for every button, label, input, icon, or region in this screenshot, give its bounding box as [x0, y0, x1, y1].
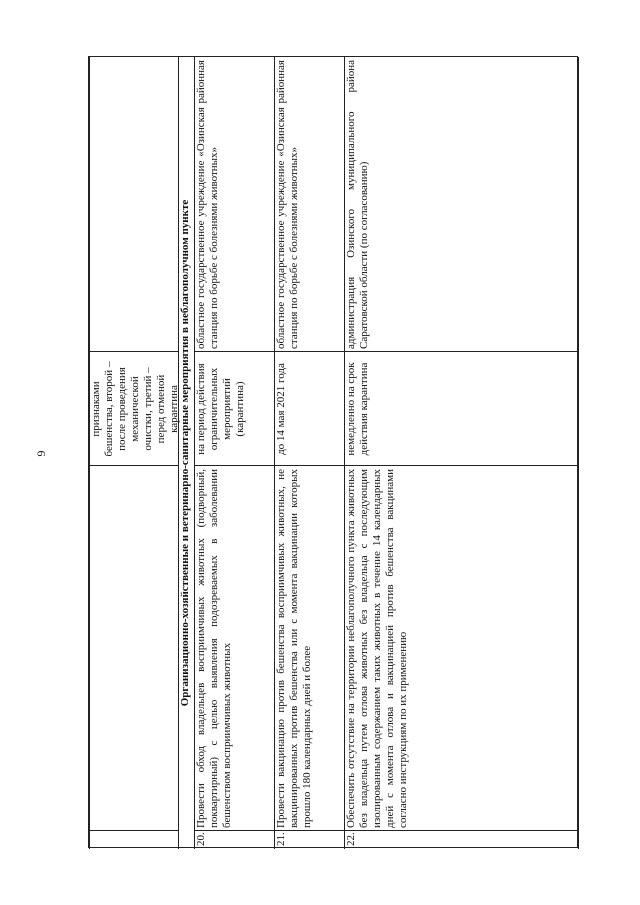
rotated-table: [88, 56, 578, 848]
row-deadline: немедленно на срок действия карантина: [345, 362, 370, 456]
row-number: 20.: [195, 832, 207, 846]
row-responsible: администрация Озинского муниципального района Саратовской области (по согласованию): [345, 60, 370, 349]
row-responsible: областное государственное учреждение «Озинская районная станция по борьбе с болезнями животных»: [275, 60, 300, 349]
page-number: 6: [34, 450, 49, 457]
row-measure: Обеспечить отсутствие на территории неблагополучного пункта животных без владельца путем отлова животных без владельца с последующим изолированным содержанием таких животных в течение 14 календарных дней с момента отлова и вакцинацией против бешенства вакцинами согласно инструкциям по их применению: [345, 469, 409, 828]
row-measure: Провести вакцинацию против бешенства восприимчивых животных, не вакцинированных против бешенства или с момента вакцинации которых прошло 180 календарных дней и более: [275, 469, 313, 828]
section-heading: Организационно-хозяйственные и ветеринарно-санитарные мероприятия в неблагополучном пункте: [179, 199, 191, 707]
row-number: 21.: [275, 832, 287, 846]
top-row-deadline: признаками бешенства, второй – после проведения механической очистки, третий – перед отменой карантина: [90, 361, 180, 457]
table-canvas: [89, 57, 579, 849]
row-responsible: областное государственное учреждение «Озинская районная станция по борьбе с болезнями животных»: [195, 60, 220, 349]
row-number: 22.: [345, 832, 357, 846]
row-measure: Провести обход владельцев восприимчивых животных (подворный, поквартирный) с целью выявления подозреваемых в заболевании бешенством восприимчивых животных: [195, 469, 233, 828]
row-deadline: на период действия ограничительных мероприятий (карантина): [195, 363, 246, 455]
row-deadline: до 14 мая 2021 года: [275, 363, 287, 455]
